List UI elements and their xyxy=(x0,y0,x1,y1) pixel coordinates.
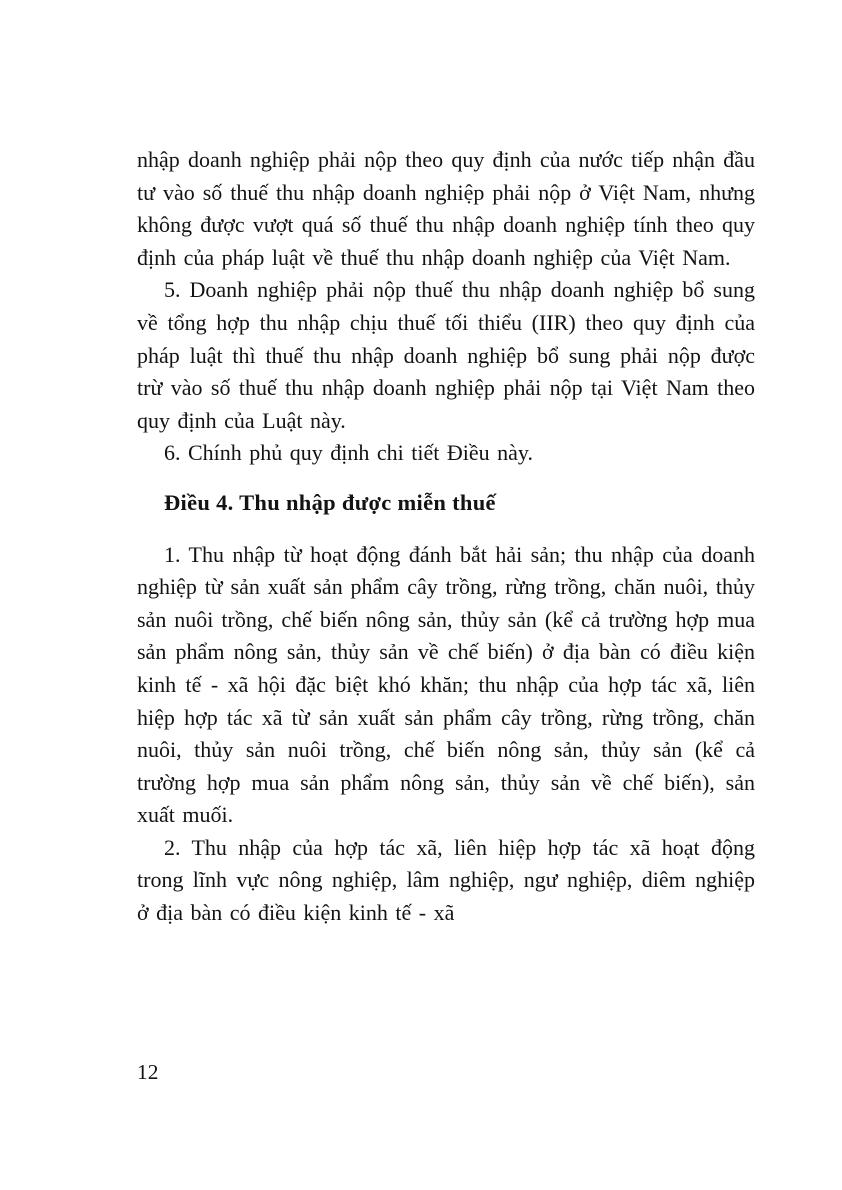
text-block xyxy=(137,144,755,930)
paragraph-clause-5: 5. Doanh nghiệp phải nộp thuế thu nhập doanh nghiệp bổ sung về tổng hợp thu nhập chịu thuế tối thiểu (IIR) theo quy định của pháp luật thì thuế thu nhập doanh nghiệp bổ sung phải nộp được trừ vào số thuế thu nhập doanh nghiệp phải nộp tại Việt Nam theo quy định của Luật này. xyxy=(137,277,755,433)
paragraph-clause-1: 1. Thu nhập từ hoạt động đánh bắt hải sản; thu nhập của doanh nghiệp từ sản xuất sản phẩm cây trồng, rừng trồng, chăn nuôi, thủy sản nuôi trồng, chế biến nông sản, thủy sản (kể cả trường hợp mua sản phẩm nông sản, thủy sản về chế biến) ở địa bàn có điều kiện kinh tế - xã hội đặc biệt khó khăn; thu nhập của hợp tác xã, liên hiệp hợp tác xã từ sản xuất sản phẩm cây trồng, rừng trồng, chăn nuôi, thủy sản nuôi trồng, chế biến nông sản, thủy sản (kể cả trường hợp mua sản phẩm nông sản, thủy sản về chế biến), sản xuất muối. xyxy=(137,541,755,828)
paragraph-clause-6: 6. Chính phủ quy định chi tiết Điều này. xyxy=(164,440,533,466)
paragraph-continuation: nhập doanh nghiệp phải nộp theo quy định của nước tiếp nhận đầu tư vào số thuế thu nhập doanh nghiệp phải nộp ở Việt Nam, nhưng không được vượt quá số thuế thu nhập doanh nghiệp tính theo quy định của pháp luật về thuế thu nhập doanh nghiệp của Việt Nam. xyxy=(137,147,755,270)
article-heading: Điều 4. Thu nhập được miễn thuế xyxy=(164,489,496,515)
paragraph-clause-2: 2. Thu nhập của hợp tác xã, liên hiệp hợp tác xã hoạt động trong lĩnh vực nông nghiệp, lâm nghiệp, ngư nghiệp, diêm nghiệp ở địa bàn có điều kiện kinh tế - xã xyxy=(137,834,755,926)
page-number: 12 xyxy=(137,1060,159,1084)
